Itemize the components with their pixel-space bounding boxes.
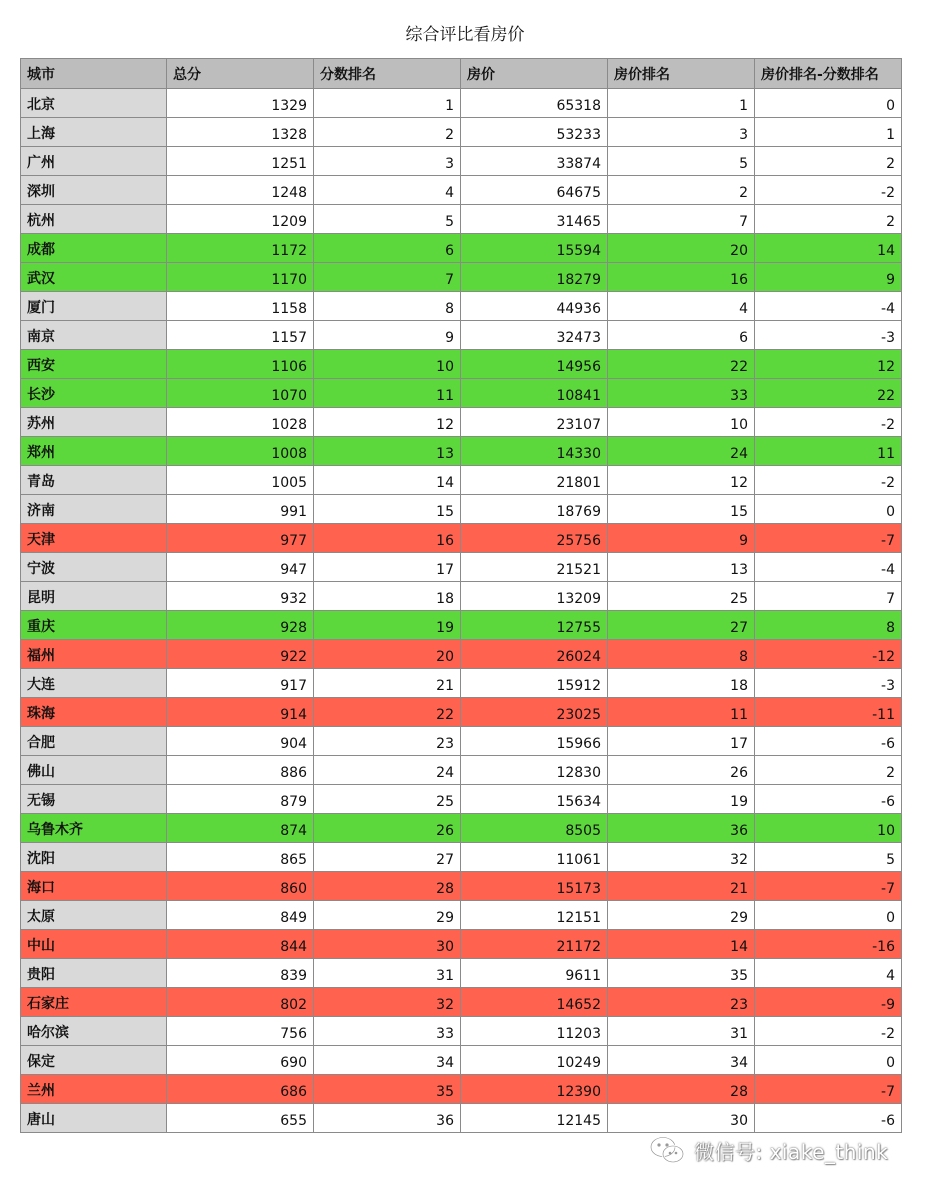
cell-rank-diff: 22 <box>755 379 902 408</box>
cell-price: 53233 <box>461 118 608 147</box>
table-body <box>21 89 902 1133</box>
cell-city: 上海 <box>21 118 167 147</box>
cell-score: 1158 <box>167 292 314 321</box>
cell-city: 武汉 <box>21 263 167 292</box>
cell-score-rank: 32 <box>314 988 461 1017</box>
cell-price: 13209 <box>461 582 608 611</box>
cell-score: 802 <box>167 988 314 1017</box>
cell-rank-diff: 0 <box>755 495 902 524</box>
cell-city: 苏州 <box>21 408 167 437</box>
wechat-icon <box>648 1135 686 1165</box>
cell-score: 860 <box>167 872 314 901</box>
cell-rank-diff: -12 <box>755 640 902 669</box>
cell-price: 15966 <box>461 727 608 756</box>
cell-score: 874 <box>167 814 314 843</box>
cell-score: 756 <box>167 1017 314 1046</box>
cell-score-rank: 3 <box>314 147 461 176</box>
cell-city: 合肥 <box>21 727 167 756</box>
cell-price: 44936 <box>461 292 608 321</box>
cell-price: 12755 <box>461 611 608 640</box>
column-header-score-rank: 分数排名 <box>314 59 461 89</box>
cell-score: 839 <box>167 959 314 988</box>
cell-score: 1251 <box>167 147 314 176</box>
cell-rank-diff: 7 <box>755 582 902 611</box>
table-row <box>21 1017 902 1046</box>
cell-price-rank: 33 <box>608 379 755 408</box>
cell-score: 917 <box>167 669 314 698</box>
cell-score: 865 <box>167 843 314 872</box>
cell-rank-diff: -2 <box>755 1017 902 1046</box>
cell-rank-diff: -6 <box>755 727 902 756</box>
table-row <box>21 524 902 553</box>
cell-price-rank: 22 <box>608 350 755 379</box>
cell-score: 849 <box>167 901 314 930</box>
cell-price: 11203 <box>461 1017 608 1046</box>
cell-price: 9611 <box>461 959 608 988</box>
cell-score-rank: 13 <box>314 437 461 466</box>
cell-price: 11061 <box>461 843 608 872</box>
cell-city: 沈阳 <box>21 843 167 872</box>
cell-rank-diff: 5 <box>755 843 902 872</box>
cell-price-rank: 7 <box>608 205 755 234</box>
cell-city: 石家庄 <box>21 988 167 1017</box>
cell-rank-diff: 8 <box>755 611 902 640</box>
cell-score-rank: 19 <box>314 611 461 640</box>
cell-city: 宁波 <box>21 553 167 582</box>
cell-score-rank: 28 <box>314 872 461 901</box>
cell-price-rank: 20 <box>608 234 755 263</box>
cell-city: 保定 <box>21 1046 167 1075</box>
cell-score-rank: 16 <box>314 524 461 553</box>
cell-price-rank: 26 <box>608 756 755 785</box>
cell-rank-diff: -4 <box>755 292 902 321</box>
table-row <box>21 147 902 176</box>
table-row <box>21 205 902 234</box>
cell-rank-diff: -7 <box>755 872 902 901</box>
cell-rank-diff: -7 <box>755 524 902 553</box>
cell-score: 1028 <box>167 408 314 437</box>
cell-price-rank: 1 <box>608 89 755 118</box>
cell-price-rank: 10 <box>608 408 755 437</box>
cell-score: 977 <box>167 524 314 553</box>
cell-price-rank: 24 <box>608 437 755 466</box>
cell-city: 北京 <box>21 89 167 118</box>
cell-score: 886 <box>167 756 314 785</box>
cell-score: 932 <box>167 582 314 611</box>
cell-score-rank: 9 <box>314 321 461 350</box>
cell-rank-diff: 0 <box>755 1046 902 1075</box>
cell-rank-diff: -3 <box>755 321 902 350</box>
cell-price-rank: 27 <box>608 611 755 640</box>
cell-rank-diff: -2 <box>755 408 902 437</box>
cell-price: 25756 <box>461 524 608 553</box>
cell-score-rank: 15 <box>314 495 461 524</box>
header-row <box>21 59 902 89</box>
cell-city: 唐山 <box>21 1104 167 1133</box>
cell-price-rank: 30 <box>608 1104 755 1133</box>
table-row <box>21 321 902 350</box>
cell-price-rank: 36 <box>608 814 755 843</box>
cell-score: 686 <box>167 1075 314 1104</box>
cell-price-rank: 21 <box>608 872 755 901</box>
cell-price: 18769 <box>461 495 608 524</box>
cell-price-rank: 11 <box>608 698 755 727</box>
cell-score: 947 <box>167 553 314 582</box>
table-row <box>21 872 902 901</box>
table-row <box>21 611 902 640</box>
table-row <box>21 176 902 205</box>
cell-score: 1157 <box>167 321 314 350</box>
cell-price: 15634 <box>461 785 608 814</box>
cell-city: 杭州 <box>21 205 167 234</box>
cell-price-rank: 16 <box>608 263 755 292</box>
cell-score-rank: 18 <box>314 582 461 611</box>
cell-price: 15173 <box>461 872 608 901</box>
watermark-text: 微信号: xiake_think <box>694 1139 889 1164</box>
cell-rank-diff: -2 <box>755 176 902 205</box>
cell-score: 1248 <box>167 176 314 205</box>
table-row <box>21 350 902 379</box>
cell-score-rank: 36 <box>314 1104 461 1133</box>
cell-score: 991 <box>167 495 314 524</box>
cell-price-rank: 8 <box>608 640 755 669</box>
cell-price-rank: 15 <box>608 495 755 524</box>
cell-price: 32473 <box>461 321 608 350</box>
cell-price-rank: 23 <box>608 988 755 1017</box>
table-row <box>21 495 902 524</box>
cell-price: 8505 <box>461 814 608 843</box>
cell-score: 1008 <box>167 437 314 466</box>
cell-rank-diff: 2 <box>755 205 902 234</box>
cell-rank-diff: -9 <box>755 988 902 1017</box>
cell-score: 1070 <box>167 379 314 408</box>
cell-score-rank: 22 <box>314 698 461 727</box>
cell-price-rank: 17 <box>608 727 755 756</box>
cell-price: 31465 <box>461 205 608 234</box>
cell-rank-diff: 0 <box>755 901 902 930</box>
cell-price: 15594 <box>461 234 608 263</box>
cell-score-rank: 23 <box>314 727 461 756</box>
cell-price: 64675 <box>461 176 608 205</box>
table-row <box>21 727 902 756</box>
cell-price-rank: 28 <box>608 1075 755 1104</box>
cell-city: 深圳 <box>21 176 167 205</box>
cell-rank-diff: -6 <box>755 1104 902 1133</box>
cell-price-rank: 34 <box>608 1046 755 1075</box>
cell-city: 大连 <box>21 669 167 698</box>
table-row <box>21 814 902 843</box>
cell-city: 重庆 <box>21 611 167 640</box>
cell-price-rank: 4 <box>608 292 755 321</box>
table-row <box>21 263 902 292</box>
cell-score-rank: 35 <box>314 1075 461 1104</box>
cell-price: 10841 <box>461 379 608 408</box>
cell-price: 21521 <box>461 553 608 582</box>
column-header-city: 城市 <box>21 59 167 89</box>
cell-score-rank: 27 <box>314 843 461 872</box>
cell-city: 西安 <box>21 350 167 379</box>
cell-score-rank: 10 <box>314 350 461 379</box>
cell-score: 879 <box>167 785 314 814</box>
cell-city: 无锡 <box>21 785 167 814</box>
cell-city: 福州 <box>21 640 167 669</box>
cell-rank-diff: 10 <box>755 814 902 843</box>
cell-rank-diff: -7 <box>755 1075 902 1104</box>
cell-score-rank: 26 <box>314 814 461 843</box>
cell-price-rank: 5 <box>608 147 755 176</box>
table-row <box>21 292 902 321</box>
cell-rank-diff: 2 <box>755 147 902 176</box>
table-row <box>21 698 902 727</box>
cell-score-rank: 12 <box>314 408 461 437</box>
table-row <box>21 901 902 930</box>
cell-price-rank: 31 <box>608 1017 755 1046</box>
ranking-table <box>20 58 902 1133</box>
cell-rank-diff: 1 <box>755 118 902 147</box>
cell-score-rank: 8 <box>314 292 461 321</box>
cell-price: 15912 <box>461 669 608 698</box>
cell-city: 贵阳 <box>21 959 167 988</box>
cell-city: 兰州 <box>21 1075 167 1104</box>
cell-city: 郑州 <box>21 437 167 466</box>
cell-score-rank: 1 <box>314 89 461 118</box>
cell-city: 乌鲁木齐 <box>21 814 167 843</box>
cell-city: 佛山 <box>21 756 167 785</box>
cell-score-rank: 4 <box>314 176 461 205</box>
cell-score-rank: 14 <box>314 466 461 495</box>
cell-city: 广州 <box>21 147 167 176</box>
table-row <box>21 930 902 959</box>
cell-price: 26024 <box>461 640 608 669</box>
column-header-price-rank: 房价排名 <box>608 59 755 89</box>
cell-score-rank: 25 <box>314 785 461 814</box>
cell-price-rank: 35 <box>608 959 755 988</box>
table-row <box>21 437 902 466</box>
table-row <box>21 89 902 118</box>
table-row <box>21 1075 902 1104</box>
cell-city: 厦门 <box>21 292 167 321</box>
table-row <box>21 988 902 1017</box>
cell-score: 1106 <box>167 350 314 379</box>
cell-score-rank: 29 <box>314 901 461 930</box>
cell-score: 1329 <box>167 89 314 118</box>
column-header-score: 总分 <box>167 59 314 89</box>
cell-rank-diff: 4 <box>755 959 902 988</box>
cell-score: 922 <box>167 640 314 669</box>
cell-city: 成都 <box>21 234 167 263</box>
cell-rank-diff: 0 <box>755 89 902 118</box>
cell-score: 1328 <box>167 118 314 147</box>
cell-price-rank: 9 <box>608 524 755 553</box>
table-row <box>21 640 902 669</box>
cell-score-rank: 7 <box>314 263 461 292</box>
cell-score: 904 <box>167 727 314 756</box>
cell-score-rank: 5 <box>314 205 461 234</box>
cell-score: 1209 <box>167 205 314 234</box>
cell-city: 太原 <box>21 901 167 930</box>
table-row <box>21 669 902 698</box>
cell-rank-diff: -4 <box>755 553 902 582</box>
cell-score: 1005 <box>167 466 314 495</box>
cell-price-rank: 2 <box>608 176 755 205</box>
cell-price-rank: 25 <box>608 582 755 611</box>
cell-price-rank: 13 <box>608 553 755 582</box>
cell-rank-diff: -16 <box>755 930 902 959</box>
cell-score-rank: 24 <box>314 756 461 785</box>
cell-price: 21172 <box>461 930 608 959</box>
cell-price: 18279 <box>461 263 608 292</box>
cell-price: 14956 <box>461 350 608 379</box>
cell-score: 1172 <box>167 234 314 263</box>
cell-price: 14330 <box>461 437 608 466</box>
cell-score-rank: 34 <box>314 1046 461 1075</box>
cell-price-rank: 14 <box>608 930 755 959</box>
cell-price-rank: 6 <box>608 321 755 350</box>
cell-price: 10249 <box>461 1046 608 1075</box>
cell-city: 珠海 <box>21 698 167 727</box>
cell-city: 天津 <box>21 524 167 553</box>
table-row <box>21 1046 902 1075</box>
cell-price: 12145 <box>461 1104 608 1133</box>
cell-city: 南京 <box>21 321 167 350</box>
cell-score: 914 <box>167 698 314 727</box>
cell-score: 1170 <box>167 263 314 292</box>
cell-price-rank: 12 <box>608 466 755 495</box>
chart-title: 综合评比看房价 <box>405 25 525 45</box>
cell-price: 33874 <box>461 147 608 176</box>
table-row <box>21 756 902 785</box>
cell-price-rank: 18 <box>608 669 755 698</box>
cell-price-rank: 3 <box>608 118 755 147</box>
cell-price: 12151 <box>461 901 608 930</box>
cell-price: 12390 <box>461 1075 608 1104</box>
cell-rank-diff: -6 <box>755 785 902 814</box>
cell-price-rank: 32 <box>608 843 755 872</box>
cell-city: 中山 <box>21 930 167 959</box>
cell-price: 12830 <box>461 756 608 785</box>
cell-rank-diff: -3 <box>755 669 902 698</box>
table-row <box>21 959 902 988</box>
table-row <box>21 408 902 437</box>
table-row <box>21 553 902 582</box>
cell-rank-diff: -2 <box>755 466 902 495</box>
cell-price: 23107 <box>461 408 608 437</box>
cell-rank-diff: 11 <box>755 437 902 466</box>
column-header-price: 房价 <box>461 59 608 89</box>
watermark <box>648 1133 888 1167</box>
cell-score-rank: 6 <box>314 234 461 263</box>
table-row <box>21 785 902 814</box>
cell-score-rank: 21 <box>314 669 461 698</box>
cell-city: 哈尔滨 <box>21 1017 167 1046</box>
cell-price: 65318 <box>461 89 608 118</box>
cell-price: 14652 <box>461 988 608 1017</box>
cell-score: 844 <box>167 930 314 959</box>
cell-rank-diff: 12 <box>755 350 902 379</box>
cell-score-rank: 31 <box>314 959 461 988</box>
table-row <box>21 843 902 872</box>
cell-score-rank: 30 <box>314 930 461 959</box>
column-header-rank-diff: 房价排名-分数排名 <box>755 59 902 89</box>
cell-score-rank: 17 <box>314 553 461 582</box>
cell-city: 长沙 <box>21 379 167 408</box>
cell-rank-diff: 9 <box>755 263 902 292</box>
cell-price-rank: 29 <box>608 901 755 930</box>
cell-score: 690 <box>167 1046 314 1075</box>
cell-rank-diff: 2 <box>755 756 902 785</box>
cell-price: 23025 <box>461 698 608 727</box>
table-row <box>21 466 902 495</box>
table-row <box>21 234 902 263</box>
table-row <box>21 118 902 147</box>
cell-city: 海口 <box>21 872 167 901</box>
cell-rank-diff: -11 <box>755 698 902 727</box>
cell-score-rank: 33 <box>314 1017 461 1046</box>
cell-score: 928 <box>167 611 314 640</box>
table-row <box>21 582 902 611</box>
cell-city: 昆明 <box>21 582 167 611</box>
cell-city: 济南 <box>21 495 167 524</box>
cell-score-rank: 20 <box>314 640 461 669</box>
cell-rank-diff: 14 <box>755 234 902 263</box>
cell-price: 21801 <box>461 466 608 495</box>
table-row <box>21 1104 902 1133</box>
cell-score-rank: 11 <box>314 379 461 408</box>
cell-city: 青岛 <box>21 466 167 495</box>
cell-price-rank: 19 <box>608 785 755 814</box>
cell-score-rank: 2 <box>314 118 461 147</box>
cell-score: 655 <box>167 1104 314 1133</box>
table-row <box>21 379 902 408</box>
